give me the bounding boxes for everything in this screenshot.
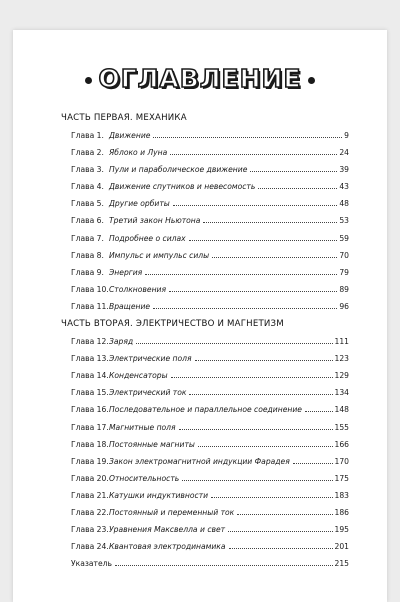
part-1-chapter-list <box>61 127 349 315</box>
chapter-number: Глава 24. <box>71 542 109 552</box>
chapter-number: Глава 16. <box>71 405 109 415</box>
chapter-page-number: 89 <box>339 284 349 294</box>
part-heading: ЧАСТЬ ВТОРАЯ. ЭЛЕКТРИЧЕСТВО И МАГНЕТИЗМ <box>61 319 284 330</box>
toc-entry[interactable] <box>61 212 349 229</box>
chapter-title: Движение <box>109 131 151 140</box>
chapter-title: Электрический ток <box>109 388 187 398</box>
part-heading: ЧАСТЬ ПЕРВАЯ. МЕХАНИКА <box>61 113 187 123</box>
bullet-right-icon <box>308 77 315 84</box>
dot-leader <box>203 222 337 223</box>
chapter-page-number: 166 <box>334 439 349 449</box>
chapter-title: Яблоко и Луна <box>109 148 168 158</box>
dot-leader <box>189 394 332 395</box>
chapter-number: Глава 3. <box>71 165 104 175</box>
toc-entry[interactable] <box>61 504 349 521</box>
toc-entry[interactable] <box>61 538 349 555</box>
dot-leader <box>212 257 337 258</box>
chapter-page-number: 43 <box>339 182 349 192</box>
dot-leader <box>173 205 338 206</box>
toc-entry[interactable] <box>61 333 349 350</box>
chapter-page-number: 79 <box>339 267 349 277</box>
title-block <box>13 64 387 93</box>
chapter-number: Глава 15. <box>71 388 109 398</box>
chapter-title: Заряд <box>109 337 134 347</box>
dot-leader <box>153 137 342 138</box>
chapter-title: Другие орбиты <box>109 199 170 209</box>
chapter-number: Глава 21. <box>71 490 109 500</box>
chapter-number: Глава 20. <box>71 473 109 483</box>
chapter-title: Подробнее о силах <box>109 233 186 243</box>
chapter-title: Энергия <box>109 267 143 277</box>
chapter-title: Электрические поля <box>109 354 192 364</box>
toc-entry[interactable] <box>61 127 349 144</box>
dot-leader <box>115 565 333 566</box>
toc-entry[interactable] <box>61 453 349 470</box>
chapter-title: Последовательное и параллельное соединение <box>109 405 302 415</box>
chapter-title: Катушки индуктивности <box>109 490 209 500</box>
chapter-title: Пули и параболическое движение <box>109 165 248 175</box>
toc-entry[interactable] <box>61 144 349 161</box>
chapter-number: Глава 12. <box>71 337 109 347</box>
dot-leader <box>136 343 332 344</box>
chapter-number: Глава 4. <box>71 182 104 192</box>
chapter-title: Конденсаторы <box>109 371 168 381</box>
chapter-number: Глава 18. <box>71 439 109 449</box>
dot-leader <box>293 463 333 464</box>
toc-entry[interactable] <box>61 178 349 195</box>
dot-leader <box>250 171 337 172</box>
toc-entry[interactable] <box>61 521 349 538</box>
dot-leader <box>228 531 332 532</box>
table-of-contents <box>61 110 349 572</box>
chapter-title: Третий закон Ньютона <box>109 216 201 226</box>
dot-leader <box>170 154 337 155</box>
toc-entry[interactable] <box>61 487 349 504</box>
chapter-page-number: 148 <box>334 405 349 415</box>
chapter-number: Глава 10. <box>71 284 109 294</box>
chapter-page-number: 170 <box>334 456 349 466</box>
chapter-page-number: 59 <box>339 233 349 243</box>
dot-leader <box>189 240 338 241</box>
toc-entry[interactable] <box>61 367 349 384</box>
toc-entry-index[interactable] <box>61 555 349 572</box>
toc-entry[interactable] <box>61 350 349 367</box>
page-title: ОГЛАВЛЕНИЕ <box>98 64 302 93</box>
chapter-page-number: 195 <box>334 525 349 535</box>
dot-leader <box>229 548 333 549</box>
chapter-page-number: 111 <box>334 337 349 347</box>
chapter-number: Глава 14. <box>71 371 109 381</box>
chapter-page-number: 183 <box>334 490 349 500</box>
chapter-title: Уравнения Максвелла и свет <box>109 525 226 535</box>
chapter-number: Глава 2. <box>71 148 104 158</box>
dot-leader <box>182 480 332 481</box>
dot-leader <box>153 308 337 309</box>
chapter-page-number: 70 <box>339 250 349 260</box>
chapter-title: Движение спутников и невесомость <box>109 182 256 192</box>
toc-entry[interactable] <box>61 298 349 315</box>
chapter-page-number: 201 <box>334 542 349 552</box>
chapter-page-number: 123 <box>334 354 349 364</box>
toc-entry[interactable] <box>61 264 349 281</box>
chapter-page-number: 134 <box>334 388 349 398</box>
chapter-page-number: 24 <box>339 148 349 158</box>
dot-leader <box>258 188 337 189</box>
dot-leader <box>237 514 332 515</box>
chapter-page-number: 48 <box>339 199 349 209</box>
toc-entry[interactable] <box>61 281 349 298</box>
toc-entry[interactable] <box>61 436 349 453</box>
toc-entry[interactable] <box>61 419 349 436</box>
chapter-number: Глава 5. <box>71 199 104 209</box>
entry-title: Указатель <box>71 559 112 569</box>
chapter-page-number: 9 <box>344 131 349 140</box>
chapter-number: Глава 9. <box>71 267 104 277</box>
chapter-title: Квантовая электродинамика <box>109 542 226 552</box>
dot-leader <box>145 274 337 275</box>
toc-entry[interactable] <box>61 195 349 212</box>
dot-leader <box>198 446 333 447</box>
bullet-left-icon <box>85 77 92 84</box>
toc-entry[interactable] <box>61 161 349 178</box>
chapter-title: Постоянный и переменный ток <box>109 507 235 517</box>
entry-page-number: 215 <box>334 559 349 569</box>
chapter-page-number: 39 <box>339 165 349 175</box>
chapter-title: Постоянные магниты <box>109 439 195 449</box>
chapter-page-number: 155 <box>334 422 349 432</box>
part-2-chapter-list <box>61 333 349 555</box>
chapter-number: Глава 23. <box>71 525 109 535</box>
chapter-page-number: 175 <box>334 473 349 483</box>
chapter-title: Магнитные поля <box>109 422 176 432</box>
dot-leader <box>195 360 333 361</box>
dot-leader <box>211 497 332 498</box>
dot-leader <box>305 411 333 412</box>
chapter-number: Глава 8. <box>71 250 104 260</box>
toc-entry[interactable] <box>61 401 349 418</box>
dot-leader <box>169 291 337 292</box>
chapter-title: Закон электромагнитной индукции Фарадея <box>109 456 290 466</box>
chapter-title: Импульс и импульс силы <box>109 250 210 260</box>
chapter-number: Глава 19. <box>71 456 109 466</box>
chapter-number: Глава 6. <box>71 216 104 226</box>
chapter-number: Глава 17. <box>71 422 109 432</box>
book-page <box>13 30 387 602</box>
chapter-title: Вращение <box>109 301 151 311</box>
chapter-page-number: 186 <box>334 507 349 517</box>
chapter-title: Столкновения <box>109 284 167 294</box>
dot-leader <box>171 377 333 378</box>
chapter-number: Глава 13. <box>71 354 109 364</box>
chapter-number: Глава 7. <box>71 233 104 243</box>
chapter-number: Глава 1. <box>71 131 104 140</box>
chapter-number: Глава 22. <box>71 507 109 517</box>
chapter-page-number: 129 <box>334 371 349 381</box>
toc-entry[interactable] <box>61 384 349 401</box>
chapter-number: Глава 11. <box>71 301 109 311</box>
toc-entry[interactable] <box>61 247 349 264</box>
toc-entry[interactable] <box>61 230 349 247</box>
dot-leader <box>179 429 333 430</box>
chapter-page-number: 53 <box>339 216 349 226</box>
chapter-page-number: 96 <box>339 301 349 311</box>
chapter-title: Относительность <box>109 473 180 483</box>
toc-entry[interactable] <box>61 470 349 487</box>
